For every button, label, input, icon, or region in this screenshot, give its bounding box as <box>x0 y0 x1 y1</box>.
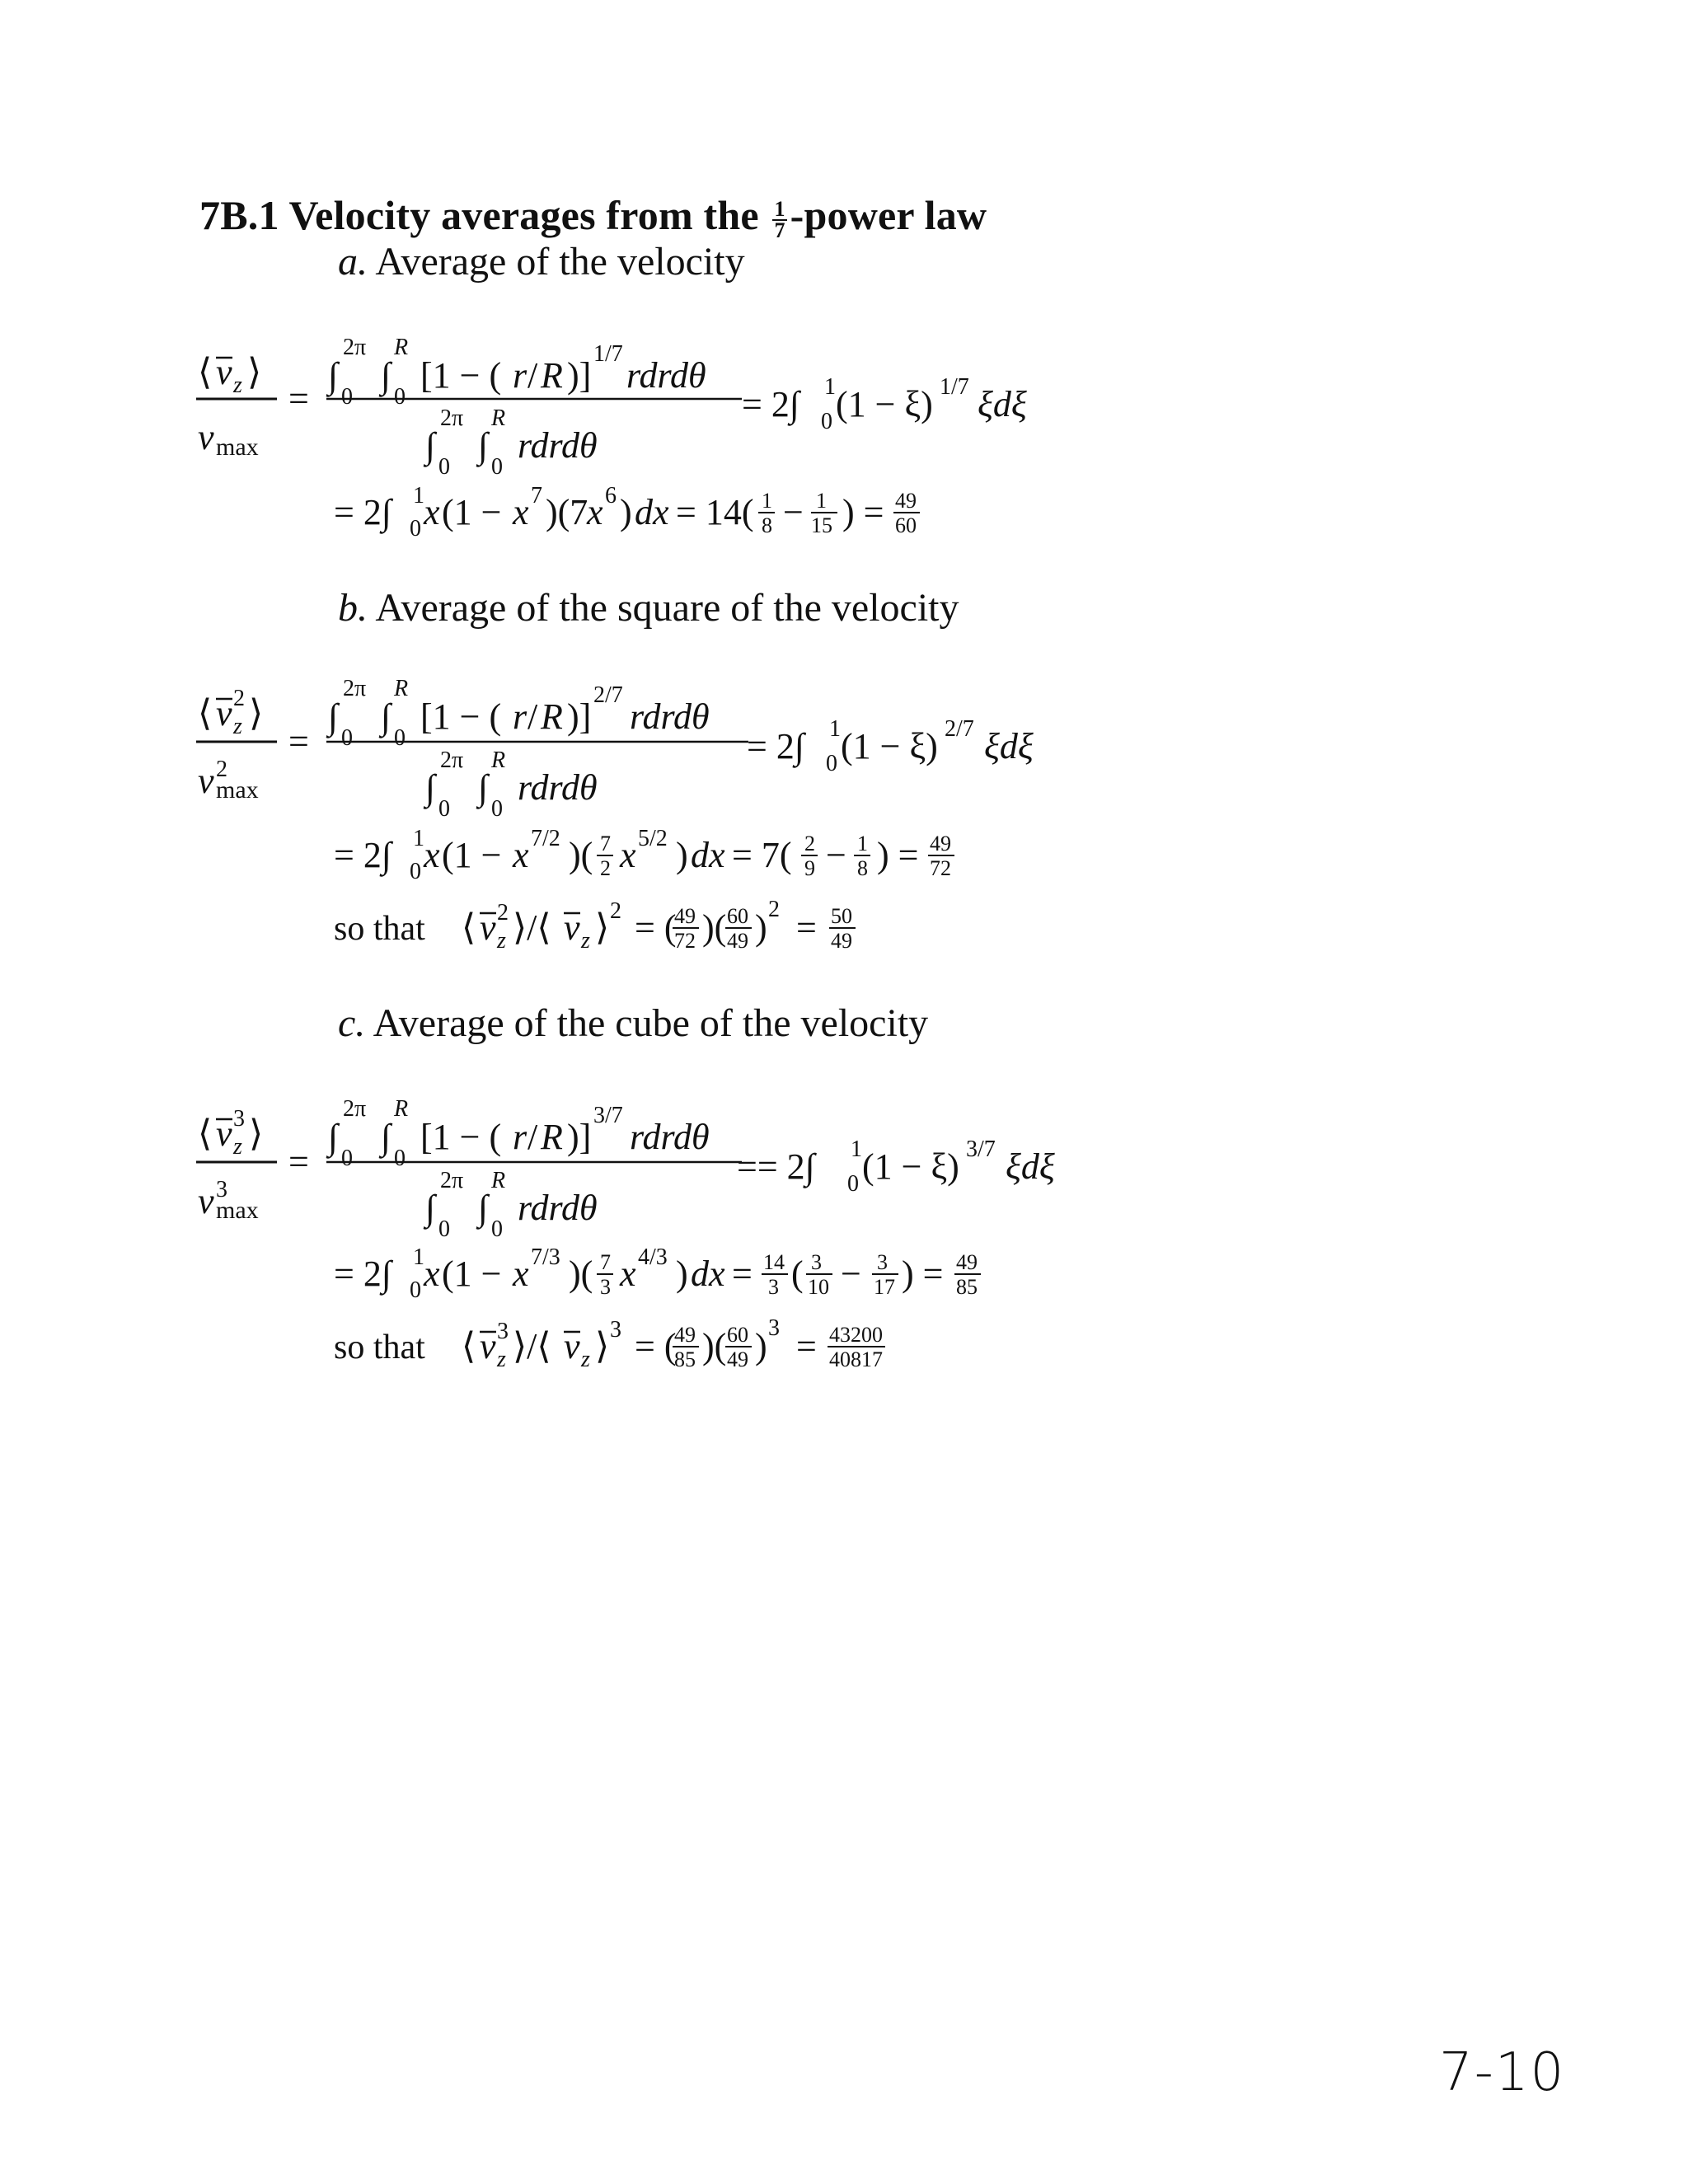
svg-text:(1 − ξ): (1 − ξ) <box>836 384 933 424</box>
svg-text:49: 49 <box>674 904 696 928</box>
svg-text:60: 60 <box>727 904 748 928</box>
svg-text:3: 3 <box>600 1275 611 1299</box>
svg-text:r: r <box>513 696 528 737</box>
svg-text:[1 − (: [1 − ( <box>420 355 502 396</box>
page-number: 7-10 <box>1439 2042 1566 2103</box>
svg-text:dx: dx <box>691 835 725 875</box>
svg-text:rdrdθ: rdrdθ <box>518 767 598 808</box>
svg-text:v: v <box>216 352 232 392</box>
svg-text:72: 72 <box>674 929 696 953</box>
svg-text:3: 3 <box>768 1315 780 1341</box>
svg-text:= 2∫: = 2∫ <box>747 726 804 766</box>
svg-text:)]: )] <box>567 696 592 737</box>
svg-text:2: 2 <box>768 897 780 922</box>
svg-text:x: x <box>513 1254 529 1294</box>
svg-text:2π: 2π <box>343 676 367 701</box>
svg-text:(1 −: (1 − <box>442 1254 502 1294</box>
svg-text:0: 0 <box>821 409 832 434</box>
svg-text:so that: so that <box>334 1329 425 1366</box>
svg-text:14: 14 <box>763 1250 785 1274</box>
svg-text:4/3: 4/3 <box>638 1244 668 1270</box>
svg-text:(1 −: (1 − <box>442 492 502 532</box>
svg-text:0: 0 <box>394 384 406 410</box>
svg-text:3: 3 <box>877 1250 888 1274</box>
svg-text:z: z <box>233 714 242 739</box>
svg-text:2: 2 <box>233 686 245 711</box>
svg-text:0: 0 <box>438 1216 450 1242</box>
svg-text:): ) <box>676 1254 688 1294</box>
svg-text:max: max <box>216 434 259 461</box>
svg-text:ξdξ: ξdξ <box>978 384 1027 424</box>
svg-text:v: v <box>564 907 580 948</box>
svg-text:x: x <box>513 492 529 532</box>
svg-text:−: − <box>826 835 846 875</box>
svg-text:ξdξ: ξdξ <box>984 726 1034 766</box>
svg-text:1: 1 <box>816 489 827 513</box>
svg-text:2: 2 <box>497 900 509 926</box>
svg-text:rdrdθ: rdrdθ <box>518 425 598 466</box>
svg-text:(: ( <box>791 1254 804 1294</box>
svg-text:) =: ) = <box>877 835 919 875</box>
svg-text:/: / <box>528 355 538 396</box>
svg-text:49: 49 <box>956 1250 978 1274</box>
svg-text:⟩: ⟩ <box>247 352 262 392</box>
part-a-equation-2 <box>334 483 920 541</box>
svg-text:3: 3 <box>811 1250 822 1274</box>
svg-text:8: 8 <box>857 856 868 880</box>
svg-text:x: x <box>424 835 440 875</box>
svg-text:∫: ∫ <box>381 355 392 396</box>
svg-text:[1 − (: [1 − ( <box>420 1117 502 1157</box>
svg-text:6: 6 <box>605 483 617 509</box>
svg-text:5/2: 5/2 <box>638 826 668 851</box>
svg-text:∫: ∫ <box>328 696 339 737</box>
svg-text:rdrdθ: rdrdθ <box>518 1188 598 1228</box>
svg-text:) =: ) = <box>842 492 884 532</box>
svg-text:⟨: ⟨ <box>198 352 213 392</box>
svg-text:= 7(: = 7( <box>732 835 792 875</box>
svg-text:1: 1 <box>829 716 841 742</box>
part-c-heading: c. Average of the cube of the velocity <box>338 1001 929 1045</box>
svg-text:so that: so that <box>334 910 425 948</box>
svg-text:r: r <box>513 1117 528 1157</box>
svg-text:R: R <box>394 676 409 701</box>
svg-text:8: 8 <box>762 513 772 537</box>
svg-text:v: v <box>198 761 214 801</box>
svg-text:2: 2 <box>804 832 815 855</box>
svg-text:85: 85 <box>956 1275 978 1299</box>
svg-text:z: z <box>497 1347 506 1372</box>
svg-text:=: = <box>288 721 309 762</box>
svg-text:)]: )] <box>567 1117 592 1157</box>
svg-text:): ) <box>755 907 767 948</box>
svg-text:x: x <box>587 492 603 532</box>
svg-text:2π: 2π <box>343 335 367 360</box>
svg-text:)(: )( <box>569 1254 593 1294</box>
svg-text:)(7: )(7 <box>546 492 588 532</box>
svg-text:⟩/⟨: ⟩/⟨ <box>513 1326 551 1366</box>
svg-text:rdrdθ: rdrdθ <box>630 696 710 737</box>
svg-text:0: 0 <box>847 1171 859 1197</box>
svg-text:0: 0 <box>410 859 421 884</box>
svg-text:0: 0 <box>341 1146 353 1171</box>
svg-text:(1 − ξ): (1 − ξ) <box>862 1146 959 1187</box>
svg-text:∫: ∫ <box>328 1117 339 1157</box>
title-fraction: $\frac{1}{7}$ <box>774 196 785 242</box>
svg-text:): ) <box>620 492 632 532</box>
svg-text:R: R <box>541 355 563 396</box>
svg-text:v: v <box>198 1181 214 1221</box>
part-c-equation-2 <box>334 1244 981 1303</box>
svg-text:0: 0 <box>410 516 421 541</box>
svg-text:x: x <box>620 835 636 875</box>
svg-text:⟩/⟨: ⟩/⟨ <box>513 907 551 948</box>
svg-text:= (: = ( <box>635 907 677 948</box>
svg-text:7: 7 <box>600 832 611 855</box>
svg-text:⟩: ⟩ <box>595 1326 610 1366</box>
section-number: 7B.1 <box>199 192 279 238</box>
svg-text:3/7: 3/7 <box>966 1137 996 1162</box>
svg-text:3: 3 <box>233 1106 245 1132</box>
svg-text:49: 49 <box>674 1323 696 1347</box>
svg-text:⟩: ⟩ <box>249 1113 264 1154</box>
svg-text:∫: ∫ <box>478 425 489 466</box>
svg-text:⟩: ⟩ <box>595 907 610 948</box>
section-title-text: Velocity averages from the <box>288 192 759 238</box>
svg-text:40817: 40817 <box>829 1347 883 1371</box>
svg-text:1: 1 <box>413 826 424 851</box>
svg-text:−: − <box>783 492 804 532</box>
svg-text:0: 0 <box>438 454 450 480</box>
svg-text:2: 2 <box>600 856 611 880</box>
svg-text:= 14(: = 14( <box>676 492 754 532</box>
svg-text:z: z <box>497 928 506 954</box>
svg-text:(1 −: (1 − <box>442 835 502 875</box>
svg-text:1: 1 <box>851 1137 862 1162</box>
svg-text:dx: dx <box>635 492 669 532</box>
svg-text:=: = <box>732 1254 753 1294</box>
svg-text:z: z <box>581 928 590 954</box>
svg-text:x: x <box>620 1254 636 1294</box>
svg-text:9: 9 <box>804 856 815 880</box>
svg-text:3: 3 <box>768 1275 779 1299</box>
svg-text:15: 15 <box>811 513 832 537</box>
svg-text:/: / <box>528 696 538 737</box>
svg-text:v: v <box>480 907 496 948</box>
svg-text:0: 0 <box>394 1146 406 1171</box>
svg-text:)]: )] <box>567 355 592 396</box>
svg-text:49: 49 <box>831 929 852 953</box>
svg-text:2/7: 2/7 <box>593 682 623 708</box>
svg-text:⟩: ⟩ <box>249 693 264 733</box>
svg-text:1/7: 1/7 <box>940 374 969 400</box>
svg-text:85: 85 <box>674 1347 696 1371</box>
svg-text:/: / <box>528 1117 538 1157</box>
svg-text:rdrdθ: rdrdθ <box>630 1117 710 1157</box>
svg-text:== 2∫: == 2∫ <box>737 1146 815 1187</box>
svg-text:2π: 2π <box>440 405 464 431</box>
svg-text:=: = <box>288 1141 309 1182</box>
svg-text:0: 0 <box>341 384 353 410</box>
part-c-equation-3 <box>334 1315 885 1372</box>
part-c-equation-1 <box>196 1096 1055 1242</box>
svg-text:43200: 43200 <box>829 1323 883 1347</box>
svg-text:∫: ∫ <box>425 767 436 808</box>
svg-text:= 2∫: = 2∫ <box>742 384 799 424</box>
svg-text:⟨: ⟨ <box>198 693 213 733</box>
svg-text:dx: dx <box>691 1254 725 1294</box>
svg-text:0: 0 <box>410 1277 421 1303</box>
svg-text:x: x <box>424 492 440 532</box>
svg-text:3/7: 3/7 <box>593 1103 623 1128</box>
svg-text:= 2∫: = 2∫ <box>334 1254 392 1294</box>
svg-text:R: R <box>394 1096 409 1122</box>
svg-text:−: − <box>841 1254 861 1294</box>
svg-text:∫: ∫ <box>425 1188 436 1228</box>
svg-text:10: 10 <box>808 1275 829 1299</box>
svg-text:1: 1 <box>413 483 424 509</box>
svg-text:7/3: 7/3 <box>531 1244 560 1270</box>
svg-text:R: R <box>491 748 506 773</box>
svg-text:2π: 2π <box>343 1096 367 1122</box>
svg-text:2: 2 <box>610 898 621 924</box>
svg-text:1: 1 <box>824 374 836 400</box>
svg-text:17: 17 <box>874 1275 895 1299</box>
svg-text:[1 − (: [1 − ( <box>420 696 502 737</box>
svg-text:2/7: 2/7 <box>945 716 974 742</box>
svg-text:72: 72 <box>930 856 951 880</box>
svg-text:z: z <box>233 1134 242 1160</box>
svg-text:R: R <box>491 1168 506 1193</box>
svg-text:v: v <box>216 1113 232 1154</box>
svg-text:v: v <box>198 417 214 457</box>
svg-text:)(: )( <box>569 835 593 875</box>
svg-text:3: 3 <box>216 1177 227 1202</box>
svg-text:∫: ∫ <box>478 767 489 808</box>
svg-text:z: z <box>233 373 242 398</box>
svg-text:7/2: 7/2 <box>531 826 560 851</box>
svg-text:⟨: ⟨ <box>198 1113 213 1154</box>
svg-text:x: x <box>424 1254 440 1294</box>
svg-text:0: 0 <box>394 725 406 751</box>
svg-text:v: v <box>480 1326 496 1366</box>
svg-text:)(: )( <box>702 907 727 948</box>
svg-text:R: R <box>541 696 563 737</box>
svg-text:z: z <box>581 1347 590 1372</box>
svg-text:1: 1 <box>857 832 868 855</box>
svg-text:max: max <box>216 1197 259 1224</box>
svg-text:49: 49 <box>727 1347 748 1371</box>
svg-text:⟨: ⟨ <box>462 907 476 948</box>
svg-text:(1 − ξ): (1 − ξ) <box>841 726 938 766</box>
svg-text:0: 0 <box>438 796 450 822</box>
svg-text:= 2∫: = 2∫ <box>334 492 392 532</box>
svg-text:∫: ∫ <box>328 355 339 396</box>
svg-text:max: max <box>216 776 259 804</box>
svg-text:R: R <box>394 335 409 360</box>
svg-text:2: 2 <box>216 757 227 782</box>
svg-text:60: 60 <box>895 513 917 537</box>
part-b-heading: b. Average of the square of the velocity <box>338 586 959 630</box>
svg-text:∫: ∫ <box>478 1188 489 1228</box>
svg-text:0: 0 <box>491 796 503 822</box>
svg-text:)(: )( <box>702 1326 727 1366</box>
svg-text:1/7: 1/7 <box>593 341 623 367</box>
svg-text:7: 7 <box>531 483 542 509</box>
svg-text:49: 49 <box>895 489 917 513</box>
svg-text:v: v <box>216 693 232 733</box>
svg-text:49: 49 <box>930 832 951 855</box>
svg-text:3: 3 <box>610 1317 621 1343</box>
section-title-suffix: -power law <box>790 192 987 238</box>
part-b-equation-1 <box>196 676 1034 822</box>
svg-text:): ) <box>676 835 688 875</box>
svg-text:=: = <box>796 907 817 948</box>
svg-text:60: 60 <box>727 1323 748 1347</box>
svg-text:R: R <box>491 405 506 431</box>
svg-text:49: 49 <box>727 929 748 953</box>
svg-text:rdrdθ: rdrdθ <box>626 355 706 396</box>
svg-text:50: 50 <box>831 904 852 928</box>
part-b-equation-3 <box>334 897 856 954</box>
svg-text:0: 0 <box>341 725 353 751</box>
part-a-equation-1 <box>196 335 1027 480</box>
svg-text:v: v <box>564 1326 580 1366</box>
svg-text:0: 0 <box>491 1216 503 1242</box>
svg-text:R: R <box>541 1117 563 1157</box>
svg-text:=: = <box>288 378 309 419</box>
svg-text:1: 1 <box>762 489 772 513</box>
svg-text:= 2∫: = 2∫ <box>334 835 392 875</box>
svg-text:= (: = ( <box>635 1326 677 1366</box>
svg-text:) =: ) = <box>902 1254 944 1294</box>
svg-text:⟨: ⟨ <box>462 1326 476 1366</box>
svg-text:∫: ∫ <box>381 1117 392 1157</box>
svg-text:r: r <box>513 355 528 396</box>
svg-text:=: = <box>796 1326 817 1366</box>
svg-text:ξdξ: ξdξ <box>1006 1146 1055 1187</box>
svg-text:∫: ∫ <box>425 425 436 466</box>
svg-text:∫: ∫ <box>381 696 392 737</box>
svg-text:0: 0 <box>826 751 837 776</box>
svg-text:2π: 2π <box>440 748 464 773</box>
svg-text:7: 7 <box>600 1250 611 1274</box>
svg-text:1: 1 <box>413 1244 424 1270</box>
svg-text:3: 3 <box>497 1319 509 1344</box>
svg-text:0: 0 <box>491 454 503 480</box>
svg-text:): ) <box>755 1326 767 1366</box>
part-a-heading: a. Average of the velocity <box>338 240 745 284</box>
part-b-equation-2 <box>334 826 954 884</box>
svg-text:2π: 2π <box>440 1168 464 1193</box>
svg-text:x: x <box>513 835 529 875</box>
